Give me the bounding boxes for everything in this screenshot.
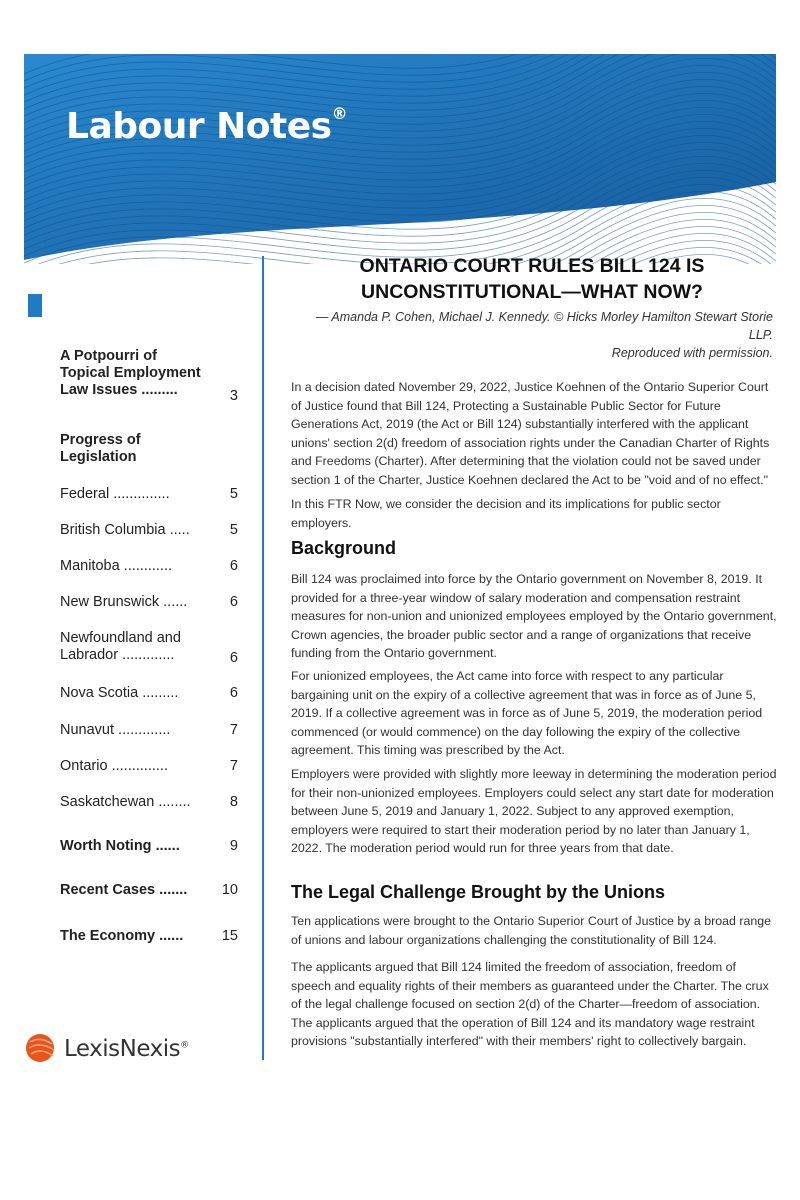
- header-banner: [24, 54, 776, 264]
- sidebar-marker: [28, 294, 42, 317]
- challenge-paragraph: Ten applications were brought to the Ontario Superior Court of Justice by a broad range of unions and labour organizations challenging the constitutionality of Bill 124.: [291, 914, 772, 947]
- intro-paragraph: In a decision dated November 29, 2022, Justice Koehnen of the Ontario Superior Court of Justice found that Bill 124, Protecting a Sustainable Public Sector for Future Generations Act, 2019 (the Act or Bill 124) substantially interfered with the applicant unions' section 2(d) freedom of association rights under the Canadian Charter of Rights and Freedoms (Charter). After determining that the violation could not be saved under section 1 of the Charter, Justice Koehnen declared the Act to be "void and of no effect.": [291, 380, 770, 487]
- section-heading-background: Background: [291, 538, 397, 558]
- background-paragraph: For unionized employees, the Act came into force with respect to any particular bargaining unit on the expiry of a collective agreement that was in force as of June 5, 2019. If a collective agreement was in force as of June 5, 2019, the moderation period commenced (or would commence) on the day following the expiry of the collective agreement. This timing was prescribed by the Act.: [291, 669, 763, 758]
- lexisnexis-logo-text: LexisNexis®: [64, 1036, 189, 1062]
- intro-paragraph-2: In this FTR Now, we consider the decision and its implications for public sector employers.: [291, 497, 721, 530]
- background-paragraph: Bill 124 was proclaimed into force by the Ontario government on November 8, 2019. It provided for a three-year window of salary moderation and compensation restraint measures for non-union and unionized employees employed by the Ontario government, Crown agencies, the broader public sector and a range of organizations that receive funding from the Ontario government.: [291, 572, 777, 661]
- lexisnexis-logo-icon: [24, 1030, 64, 1066]
- article-title: ONTARIO COURT RULES BILL 124 IS UNCONSTITUTIONAL—WHAT NOW?: [359, 255, 705, 303]
- challenge-paragraph: The applicants argued that Bill 124 limited the freedom of association, freedom of speech and equality rights of their members as guaranteed under the Charter. The crux of the legal challenge focused on section 2(d) of the Charter—freedom of association. The applicants argued that the operation of Bill 124 and its mandatory wage restraint provisions "substantially interfered" with their members' right to collectively bargain.: [291, 960, 769, 1049]
- wave-pattern: [24, 54, 776, 264]
- column-divider: [262, 256, 264, 1060]
- background-paragraph: Employers were provided with slightly more leeway in determining the moderation period for their non-unionized employees. Employers could select any start date for moderation between June 5, 2019 and January 1, 2022. Subject to any approved exemption, employers were required to start their moderation period by no later than January 1, 2022. The moderation period would run for three years from that date.: [291, 767, 777, 856]
- brand-title: Labour Notes®: [66, 104, 348, 147]
- section-heading-challenge: The Legal Challenge Brought by the Unions: [291, 882, 666, 902]
- article-byline: — Amanda P. Cohen, Michael J. Kennedy. © Hicks Morley Hamilton Stewart Storie LLP. Reproduced with permission.: [315, 310, 773, 360]
